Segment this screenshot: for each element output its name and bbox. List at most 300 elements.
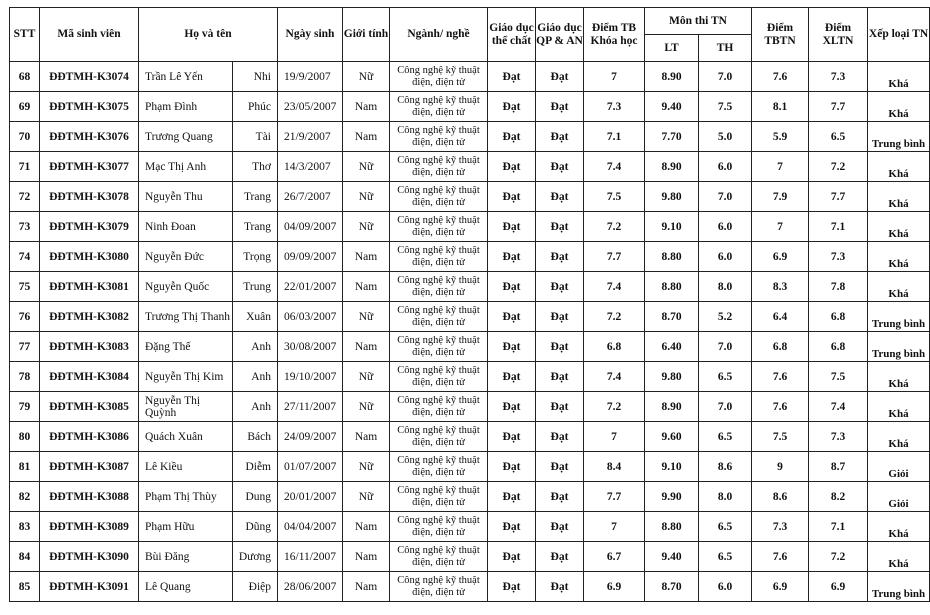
- average-cell: 6.8: [584, 332, 645, 362]
- average-cell: 7: [584, 512, 645, 542]
- lt-cell: 8.70: [645, 302, 699, 332]
- major-cell: Công nghệ kỹ thuật điện, điện tử: [390, 272, 488, 302]
- stt-cell: 85: [10, 572, 40, 602]
- lt-cell: 8.70: [645, 572, 699, 602]
- first-name-cell: Bách: [233, 422, 278, 452]
- rank-cell: Khá: [868, 182, 930, 212]
- th-cell: 6.0: [699, 152, 752, 182]
- xltn-cell: 7.3: [809, 422, 868, 452]
- xltn-cell: 6.8: [809, 302, 868, 332]
- pe-cell: Đạt: [488, 542, 536, 572]
- defense-cell: Đạt: [536, 182, 584, 212]
- lt-cell: 9.10: [645, 212, 699, 242]
- last-name-cell: Nguyễn Thị Quỳnh: [139, 392, 233, 422]
- dob-cell: 21/9/2007: [278, 122, 343, 152]
- pe-cell: Đạt: [488, 452, 536, 482]
- th-cell: 5.0: [699, 122, 752, 152]
- tbtn-cell: 6.8: [752, 332, 809, 362]
- first-name-cell: Dũng: [233, 512, 278, 542]
- rank-cell: Giỏi: [868, 482, 930, 512]
- defense-cell: Đạt: [536, 332, 584, 362]
- student-id-cell: ĐĐTMH-K3074: [40, 62, 139, 92]
- last-name-cell: Ninh Đoan: [139, 212, 233, 242]
- th-cell: 7.0: [699, 332, 752, 362]
- header-rank: Xếp loại TN: [868, 8, 930, 62]
- student-id-cell: ĐĐTMH-K3085: [40, 392, 139, 422]
- table-row: [10, 242, 930, 272]
- stt-cell: 72: [10, 182, 40, 212]
- first-name-cell: Điệp: [233, 572, 278, 602]
- tbtn-cell: 7.6: [752, 542, 809, 572]
- major-cell: Công nghệ kỹ thuật điện, điện tử: [390, 302, 488, 332]
- tbtn-cell: 6.9: [752, 572, 809, 602]
- major-cell: Công nghệ kỹ thuật điện, điện tử: [390, 182, 488, 212]
- pe-cell: Đạt: [488, 182, 536, 212]
- stt-cell: 77: [10, 332, 40, 362]
- pe-cell: Đạt: [488, 332, 536, 362]
- stt-cell: 76: [10, 302, 40, 332]
- average-cell: 7.2: [584, 212, 645, 242]
- header-th: TH: [699, 35, 752, 62]
- first-name-cell: Diễm: [233, 452, 278, 482]
- rank-cell: Trung bình: [868, 302, 930, 332]
- average-cell: 7.1: [584, 122, 645, 152]
- major-cell: Công nghệ kỹ thuật điện, điện tử: [390, 572, 488, 602]
- lt-cell: 9.10: [645, 452, 699, 482]
- defense-cell: Đạt: [536, 422, 584, 452]
- th-cell: 8.6: [699, 452, 752, 482]
- first-name-cell: Trung: [233, 272, 278, 302]
- xltn-cell: 7.1: [809, 212, 868, 242]
- tbtn-cell: 8.1: [752, 92, 809, 122]
- th-cell: 6.0: [699, 572, 752, 602]
- stt-cell: 75: [10, 272, 40, 302]
- defense-cell: Đạt: [536, 212, 584, 242]
- tbtn-cell: 7.9: [752, 182, 809, 212]
- lt-cell: 9.80: [645, 362, 699, 392]
- major-cell: Công nghệ kỹ thuật điện, điện tử: [390, 122, 488, 152]
- rank-cell: Khá: [868, 362, 930, 392]
- average-cell: 7.4: [584, 272, 645, 302]
- gender-cell: Nữ: [343, 482, 390, 512]
- table-row: [10, 362, 930, 392]
- gender-cell: Nam: [343, 242, 390, 272]
- gender-cell: Nữ: [343, 362, 390, 392]
- dob-cell: 24/09/2007: [278, 422, 343, 452]
- lt-cell: 8.80: [645, 512, 699, 542]
- dob-cell: 20/01/2007: [278, 482, 343, 512]
- lt-cell: 9.60: [645, 422, 699, 452]
- defense-cell: Đạt: [536, 152, 584, 182]
- th-cell: 8.0: [699, 272, 752, 302]
- table-row: [10, 512, 930, 542]
- tbtn-cell: 6.9: [752, 242, 809, 272]
- xltn-cell: 7.8: [809, 272, 868, 302]
- average-cell: 6.9: [584, 572, 645, 602]
- lt-cell: 9.80: [645, 182, 699, 212]
- rank-cell: Giỏi: [868, 452, 930, 482]
- stt-cell: 80: [10, 422, 40, 452]
- first-name-cell: Xuân: [233, 302, 278, 332]
- last-name-cell: Phạm Thị Thùy: [139, 482, 233, 512]
- last-name-cell: Nguyễn Quốc: [139, 272, 233, 302]
- major-cell: Công nghệ kỹ thuật điện, điện tử: [390, 422, 488, 452]
- th-cell: 5.2: [699, 302, 752, 332]
- gender-cell: Nữ: [343, 152, 390, 182]
- th-cell: 6.5: [699, 542, 752, 572]
- xltn-cell: 8.7: [809, 452, 868, 482]
- first-name-cell: Dung: [233, 482, 278, 512]
- tbtn-cell: 7: [752, 212, 809, 242]
- lt-cell: 9.40: [645, 542, 699, 572]
- pe-cell: Đạt: [488, 272, 536, 302]
- lt-cell: 7.70: [645, 122, 699, 152]
- first-name-cell: Anh: [233, 392, 278, 422]
- header-student-id: Mã sinh viên: [40, 8, 139, 62]
- lt-cell: 9.40: [645, 92, 699, 122]
- defense-cell: Đạt: [536, 92, 584, 122]
- dob-cell: 04/09/2007: [278, 212, 343, 242]
- rank-cell: Khá: [868, 212, 930, 242]
- gender-cell: Nữ: [343, 182, 390, 212]
- student-id-cell: ĐĐTMH-K3087: [40, 452, 139, 482]
- xltn-cell: 8.2: [809, 482, 868, 512]
- average-cell: 8.4: [584, 452, 645, 482]
- gender-cell: Nữ: [343, 392, 390, 422]
- last-name-cell: Trần Lê Yến: [139, 62, 233, 92]
- header-lt: LT: [645, 35, 699, 62]
- table-row: [10, 422, 930, 452]
- dob-cell: 06/03/2007: [278, 302, 343, 332]
- th-cell: 8.0: [699, 482, 752, 512]
- rank-cell: Khá: [868, 272, 930, 302]
- last-name-cell: Lê Quang: [139, 572, 233, 602]
- table-row: [10, 122, 930, 152]
- student-id-cell: ĐĐTMH-K3081: [40, 272, 139, 302]
- header-course-average: Điểm TB Khóa học: [584, 8, 645, 62]
- table-body: [10, 62, 930, 602]
- defense-cell: Đạt: [536, 122, 584, 152]
- xltn-cell: 7.7: [809, 92, 868, 122]
- rank-cell: Khá: [868, 92, 930, 122]
- th-cell: 7.0: [699, 182, 752, 212]
- last-name-cell: Quách Xuân: [139, 422, 233, 452]
- xltn-cell: 7.2: [809, 152, 868, 182]
- defense-cell: Đạt: [536, 452, 584, 482]
- pe-cell: Đạt: [488, 92, 536, 122]
- stt-cell: 73: [10, 212, 40, 242]
- student-id-cell: ĐĐTMH-K3077: [40, 152, 139, 182]
- student-id-cell: ĐĐTMH-K3091: [40, 572, 139, 602]
- header-dob: Ngày sinh: [278, 8, 343, 62]
- average-cell: 7.7: [584, 482, 645, 512]
- pe-cell: Đạt: [488, 62, 536, 92]
- pe-cell: Đạt: [488, 212, 536, 242]
- average-cell: 7.2: [584, 392, 645, 422]
- dob-cell: 01/07/2007: [278, 452, 343, 482]
- major-cell: Công nghệ kỹ thuật điện, điện tử: [390, 482, 488, 512]
- stt-cell: 82: [10, 482, 40, 512]
- last-name-cell: Trương Quang: [139, 122, 233, 152]
- major-cell: Công nghệ kỹ thuật điện, điện tử: [390, 542, 488, 572]
- lt-cell: 6.40: [645, 332, 699, 362]
- tbtn-cell: 5.9: [752, 122, 809, 152]
- average-cell: 7.4: [584, 152, 645, 182]
- dob-cell: 28/06/2007: [278, 572, 343, 602]
- lt-cell: 8.80: [645, 272, 699, 302]
- first-name-cell: Anh: [233, 332, 278, 362]
- average-cell: 7.2: [584, 302, 645, 332]
- header-full-name: Họ và tên: [139, 8, 278, 62]
- average-cell: 7.4: [584, 362, 645, 392]
- first-name-cell: Thơ: [233, 152, 278, 182]
- pe-cell: Đạt: [488, 392, 536, 422]
- table-row: [10, 62, 930, 92]
- xltn-cell: 7.2: [809, 542, 868, 572]
- stt-cell: 74: [10, 242, 40, 272]
- pe-cell: Đạt: [488, 362, 536, 392]
- first-name-cell: Trang: [233, 212, 278, 242]
- major-cell: Công nghệ kỹ thuật điện, điện tử: [390, 62, 488, 92]
- dob-cell: 23/05/2007: [278, 92, 343, 122]
- tbtn-cell: 8.3: [752, 272, 809, 302]
- student-id-cell: ĐĐTMH-K3079: [40, 212, 139, 242]
- defense-cell: Đạt: [536, 392, 584, 422]
- th-cell: 6.5: [699, 362, 752, 392]
- last-name-cell: Mạc Thị Anh: [139, 152, 233, 182]
- last-name-cell: Nguyễn Thu: [139, 182, 233, 212]
- pe-cell: Đạt: [488, 302, 536, 332]
- last-name-cell: Nguyễn Thị Kim: [139, 362, 233, 392]
- rank-cell: Trung bình: [868, 332, 930, 362]
- stt-cell: 79: [10, 392, 40, 422]
- xltn-cell: 7.1: [809, 512, 868, 542]
- header-tbtn: Điểm TBTN: [752, 8, 809, 62]
- dob-cell: 09/09/2007: [278, 242, 343, 272]
- first-name-cell: Tài: [233, 122, 278, 152]
- gender-cell: Nữ: [343, 62, 390, 92]
- pe-cell: Đạt: [488, 572, 536, 602]
- student-id-cell: ĐĐTMH-K3080: [40, 242, 139, 272]
- dob-cell: 27/11/2007: [278, 392, 343, 422]
- last-name-cell: Trương Thị Thanh: [139, 302, 233, 332]
- tbtn-cell: 9: [752, 452, 809, 482]
- average-cell: 7.3: [584, 92, 645, 122]
- table-row: [10, 152, 930, 182]
- stt-cell: 70: [10, 122, 40, 152]
- major-cell: Công nghệ kỹ thuật điện, điện tử: [390, 92, 488, 122]
- header-physical-education: Giáo dục thể chất: [488, 8, 536, 62]
- pe-cell: Đạt: [488, 152, 536, 182]
- average-cell: 7: [584, 422, 645, 452]
- th-cell: 6.0: [699, 242, 752, 272]
- first-name-cell: Nhi: [233, 62, 278, 92]
- lt-cell: 8.80: [645, 242, 699, 272]
- dob-cell: 04/04/2007: [278, 512, 343, 542]
- stt-cell: 71: [10, 152, 40, 182]
- gender-cell: Nam: [343, 272, 390, 302]
- student-id-cell: ĐĐTMH-K3088: [40, 482, 139, 512]
- average-cell: 6.7: [584, 542, 645, 572]
- xltn-cell: 7.5: [809, 362, 868, 392]
- average-cell: 7.7: [584, 242, 645, 272]
- dob-cell: 19/9/2007: [278, 62, 343, 92]
- table-row: [10, 482, 930, 512]
- dob-cell: 16/11/2007: [278, 542, 343, 572]
- dob-cell: 26/7/2007: [278, 182, 343, 212]
- pe-cell: Đạt: [488, 122, 536, 152]
- th-cell: 6.5: [699, 422, 752, 452]
- results-table: [9, 7, 930, 602]
- gender-cell: Nam: [343, 572, 390, 602]
- major-cell: Công nghệ kỹ thuật điện, điện tử: [390, 392, 488, 422]
- defense-cell: Đạt: [536, 242, 584, 272]
- tbtn-cell: 6.4: [752, 302, 809, 332]
- stt-cell: 78: [10, 362, 40, 392]
- th-cell: 6.5: [699, 512, 752, 542]
- defense-cell: Đạt: [536, 272, 584, 302]
- stt-cell: 81: [10, 452, 40, 482]
- last-name-cell: Lê Kiều: [139, 452, 233, 482]
- dob-cell: 22/01/2007: [278, 272, 343, 302]
- defense-cell: Đạt: [536, 62, 584, 92]
- header-exam-subjects: Môn thi TN: [645, 8, 752, 35]
- defense-cell: Đạt: [536, 542, 584, 572]
- first-name-cell: Dương: [233, 542, 278, 572]
- student-id-cell: ĐĐTMH-K3086: [40, 422, 139, 452]
- th-cell: 7.0: [699, 62, 752, 92]
- tbtn-cell: 8.6: [752, 482, 809, 512]
- header-gender: Giới tính: [343, 8, 390, 62]
- first-name-cell: Anh: [233, 362, 278, 392]
- header-row: [10, 8, 930, 35]
- last-name-cell: Phạm Đình: [139, 92, 233, 122]
- defense-cell: Đạt: [536, 572, 584, 602]
- lt-cell: 8.90: [645, 392, 699, 422]
- stt-cell: 83: [10, 512, 40, 542]
- pe-cell: Đạt: [488, 482, 536, 512]
- dob-cell: 14/3/2007: [278, 152, 343, 182]
- stt-cell: 68: [10, 62, 40, 92]
- xltn-cell: 7.3: [809, 242, 868, 272]
- tbtn-cell: 7.6: [752, 392, 809, 422]
- defense-cell: Đạt: [536, 512, 584, 542]
- student-id-cell: ĐĐTMH-K3075: [40, 92, 139, 122]
- student-id-cell: ĐĐTMH-K3078: [40, 182, 139, 212]
- first-name-cell: Trang: [233, 182, 278, 212]
- rank-cell: Khá: [868, 512, 930, 542]
- table-row: [10, 212, 930, 242]
- xltn-cell: 6.5: [809, 122, 868, 152]
- gender-cell: Nam: [343, 422, 390, 452]
- stt-cell: 84: [10, 542, 40, 572]
- gender-cell: Nữ: [343, 212, 390, 242]
- tbtn-cell: 7: [752, 152, 809, 182]
- student-id-cell: ĐĐTMH-K3083: [40, 332, 139, 362]
- xltn-cell: 6.9: [809, 572, 868, 602]
- xltn-cell: 7.3: [809, 62, 868, 92]
- student-id-cell: ĐĐTMH-K3076: [40, 122, 139, 152]
- rank-cell: Khá: [868, 392, 930, 422]
- dob-cell: 30/08/2007: [278, 332, 343, 362]
- tbtn-cell: 7.5: [752, 422, 809, 452]
- tbtn-cell: 7.6: [752, 62, 809, 92]
- pe-cell: Đạt: [488, 512, 536, 542]
- gender-cell: Nam: [343, 332, 390, 362]
- header-stt: STT: [10, 8, 40, 62]
- rank-cell: Trung bình: [868, 122, 930, 152]
- table-row: [10, 332, 930, 362]
- table-row: [10, 542, 930, 572]
- major-cell: Công nghệ kỹ thuật điện, điện tử: [390, 362, 488, 392]
- stt-cell: 69: [10, 92, 40, 122]
- table-row: [10, 92, 930, 122]
- table-row: [10, 182, 930, 212]
- gender-cell: Nữ: [343, 302, 390, 332]
- lt-cell: 8.90: [645, 152, 699, 182]
- student-id-cell: ĐĐTMH-K3082: [40, 302, 139, 332]
- xltn-cell: 7.7: [809, 182, 868, 212]
- gender-cell: Nữ: [343, 452, 390, 482]
- table-row: [10, 392, 930, 422]
- lt-cell: 9.90: [645, 482, 699, 512]
- average-cell: 7: [584, 62, 645, 92]
- gender-cell: Nam: [343, 542, 390, 572]
- rank-cell: Khá: [868, 422, 930, 452]
- header-xltn: Điểm XLTN: [809, 8, 868, 62]
- xltn-cell: 6.8: [809, 332, 868, 362]
- tbtn-cell: 7.3: [752, 512, 809, 542]
- gender-cell: Nam: [343, 512, 390, 542]
- tbtn-cell: 7.6: [752, 362, 809, 392]
- dob-cell: 19/10/2007: [278, 362, 343, 392]
- student-id-cell: ĐĐTMH-K3090: [40, 542, 139, 572]
- major-cell: Công nghệ kỹ thuật điện, điện tử: [390, 452, 488, 482]
- major-cell: Công nghệ kỹ thuật điện, điện tử: [390, 212, 488, 242]
- major-cell: Công nghệ kỹ thuật điện, điện tử: [390, 242, 488, 272]
- pe-cell: Đạt: [488, 242, 536, 272]
- gender-cell: Nam: [343, 122, 390, 152]
- average-cell: 7.5: [584, 182, 645, 212]
- table-row: [10, 302, 930, 332]
- xltn-cell: 7.4: [809, 392, 868, 422]
- rank-cell: Khá: [868, 542, 930, 572]
- student-id-cell: ĐĐTMH-K3084: [40, 362, 139, 392]
- th-cell: 7.5: [699, 92, 752, 122]
- student-id-cell: ĐĐTMH-K3089: [40, 512, 139, 542]
- last-name-cell: Phạm Hữu: [139, 512, 233, 542]
- major-cell: Công nghệ kỹ thuật điện, điện tử: [390, 332, 488, 362]
- first-name-cell: Phúc: [233, 92, 278, 122]
- rank-cell: Khá: [868, 62, 930, 92]
- last-name-cell: Đặng Thế: [139, 332, 233, 362]
- rank-cell: Khá: [868, 242, 930, 272]
- major-cell: Công nghệ kỹ thuật điện, điện tử: [390, 152, 488, 182]
- header-defense-education: Giáo dục QP & AN: [536, 8, 584, 62]
- th-cell: 7.0: [699, 392, 752, 422]
- defense-cell: Đạt: [536, 362, 584, 392]
- table-row: [10, 272, 930, 302]
- table-row: [10, 452, 930, 482]
- first-name-cell: Trọng: [233, 242, 278, 272]
- th-cell: 6.0: [699, 212, 752, 242]
- last-name-cell: Nguyễn Đức: [139, 242, 233, 272]
- pe-cell: Đạt: [488, 422, 536, 452]
- defense-cell: Đạt: [536, 482, 584, 512]
- table-row: [10, 572, 930, 602]
- gender-cell: Nam: [343, 92, 390, 122]
- rank-cell: Khá: [868, 152, 930, 182]
